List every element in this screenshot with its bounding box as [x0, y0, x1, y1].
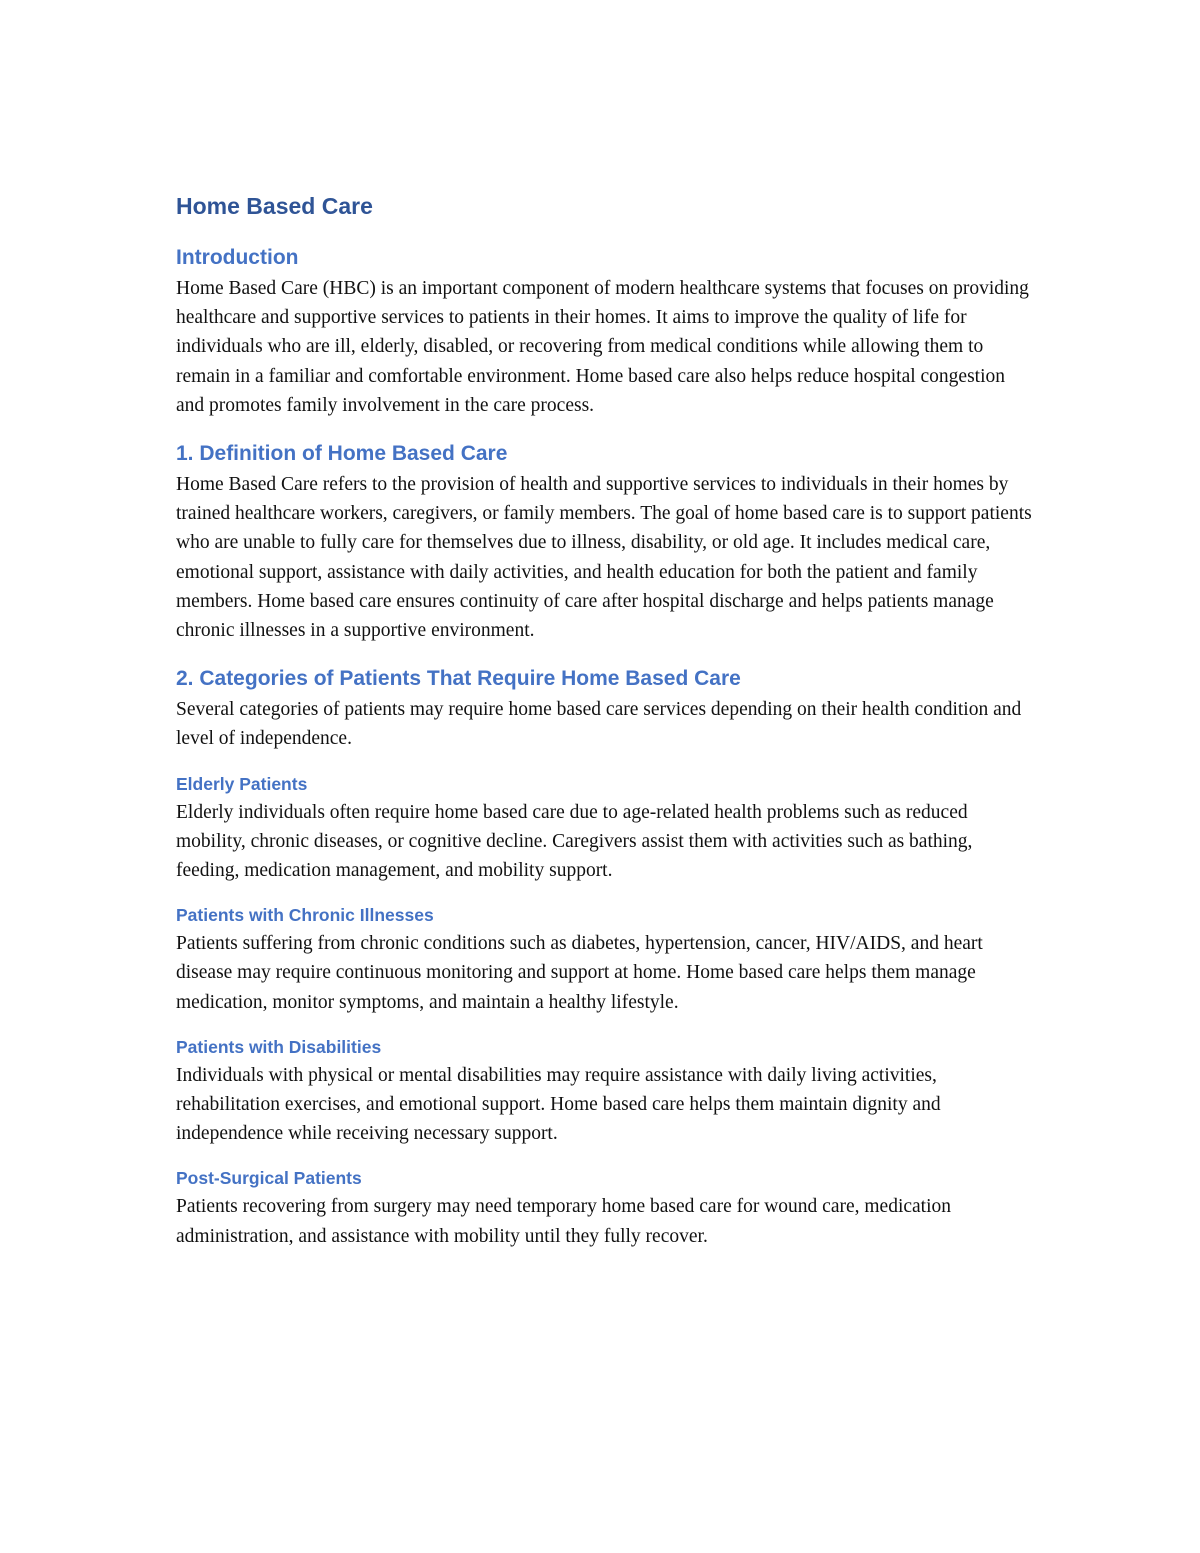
subheading-elderly-patients: Elderly Patients — [176, 773, 308, 794]
paragraph-chronic-illnesses: Patients suffering from chronic conditions such as diabetes, hypertension, cancer, HIV/AIDS, and heart disease may require continuous monitoring and support at home. Home based care helps them manage medication, monitor symptoms, and maintain a healthy lifestyle. — [176, 933, 983, 1013]
paragraph-post-surgical: Patients recovering from surgery may need temporary home based care for wound care, medication administration, and assistance with mobility until they fully recover. — [176, 1196, 952, 1247]
subheading-chronic-illnesses: Patients with Chronic Illnesses — [176, 905, 434, 926]
document-body — [176, 190, 1036, 1251]
heading-definition: 1. Definition of Home Based Care — [176, 442, 508, 466]
paragraph-categories: Several categories of patients may require home based care services depending on their health condition and level of independence. — [176, 699, 1022, 750]
paragraph-elderly-patients: Elderly individuals often require home based care due to age-related health problems such as reduced mobility, chronic diseases, or cognitive decline. Caregivers assist them with activities such as bathing, feeding, medication management, and mobility support. — [176, 801, 973, 882]
heading-categories: 2. Categories of Patients That Require Home Based Care — [176, 667, 741, 691]
heading-introduction: Introduction — [176, 246, 299, 269]
subheading-disabilities: Patients with Disabilities — [176, 1036, 382, 1057]
paragraph-introduction: Home Based Care (HBC) is an important component of modern healthcare systems that focuses on providing healthcare and supportive services to patients in their homes. It aims to improve the quality of life for individuals who are ill, elderly, disabled, or recovering from medical conditions while allowing them to remain in a familiar and comfortable environment. Home based care also helps reduce hospital congestion and promotes family involvement in the care process. — [176, 278, 1029, 416]
subheading-post-surgical: Post-Surgical Patients — [176, 1168, 362, 1189]
document-title: Home Based Care — [176, 193, 373, 219]
paragraph-definition: Home Based Care refers to the provision of health and supportive services to individuals in their homes by trained healthcare workers, caregivers, or family members. The goal of home based care is to support patients who are unable to fully care for themselves due to illness, disability, or old age. It includes medical care, emotional support, assistance with daily activities, and health education for both the patient and family members. Home based care ensures continuity of care after hospital discharge and helps patients manage chronic illnesses in a supportive environment. — [176, 474, 1032, 642]
paragraph-disabilities: Individuals with physical or mental disabilities may require assistance with daily living activities, rehabilitation exercises, and emotional support. Home based care helps them maintain dignity and independence while receiving necessary support. — [176, 1064, 941, 1145]
